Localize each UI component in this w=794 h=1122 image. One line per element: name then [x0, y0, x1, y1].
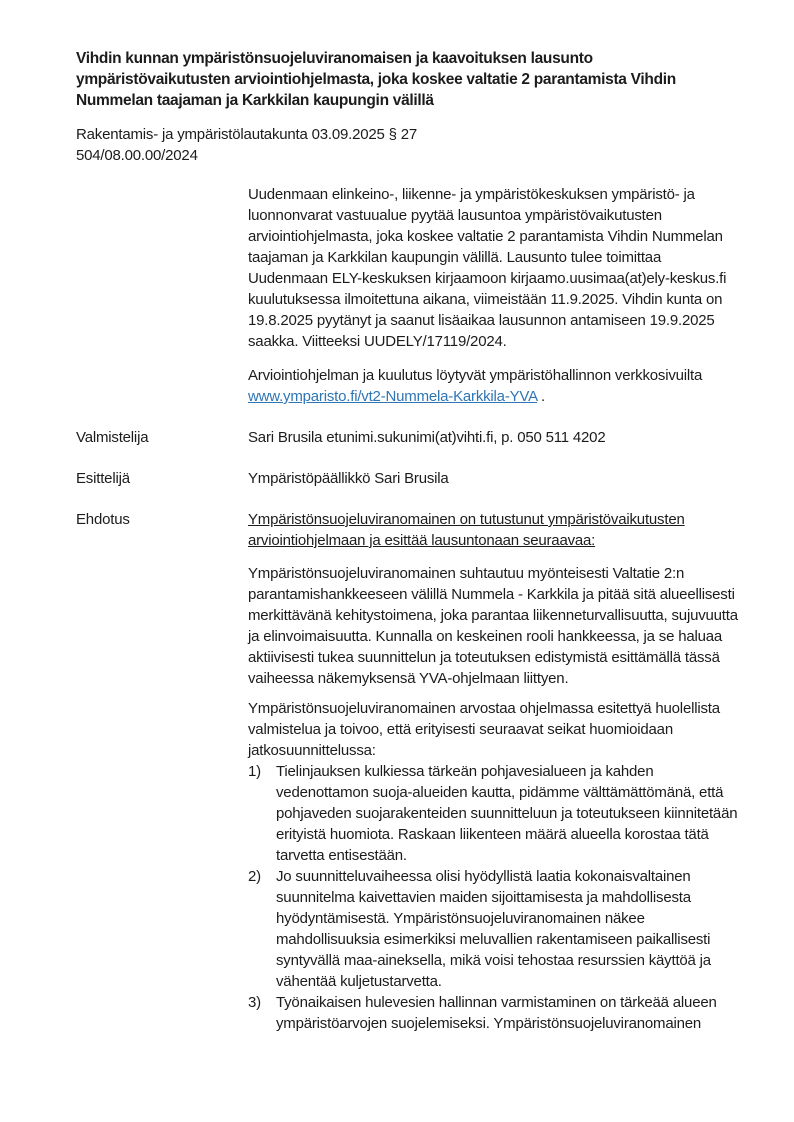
field-value-ehdotus: Ympäristönsuojeluviranomainen on tutustunut ympäristövaikutusten arviointiohjelmaan ja esittää lausuntonaan seuraavaa: [248, 511, 685, 549]
document-meta [76, 124, 740, 166]
list-item-number: 2) [248, 868, 261, 885]
list-item-number: 3) [248, 994, 261, 1011]
field-label-ehdotus: Ehdotus [76, 511, 130, 528]
field-label-esittelija: Esittelijä [76, 470, 130, 487]
document-title: Vihdin kunnan ympäristönsuojeluviranomaisen ja kaavoituksen lausunto ympäristövaikutusten arviointiohjelmasta, joka koskee valtatie 2 parantamista Vihdin Nummelan taajaman ja Karkkilan kaupungin välillä [76, 50, 676, 109]
list-item-text: Jo suunnitteluvaiheessa olisi hyödyllistä laatia kokonaisvaltainen suunnitelma kaivettavien maiden sijoittamisesta ja mahdollisesta hyödyntämisestä. Ympäristönsuojeluviranomainen näkee mahdollisuuksia esimerkiksi meluvallien rakentamiseen paikallisesti syntyvällä maa-aineksella, mikä voisi tehostaa resurssien käyttöä ja vähentää kuljetustarvetta. [276, 868, 711, 990]
intro-paragraph-2-text: Arviointiohjelman ja kuulutus löytyvät ympäristöhallinnon verkkosivuilta [248, 367, 703, 384]
body-row-2 [76, 698, 740, 1034]
field-value-esittelija: Ympäristöpäällikkö Sari Brusila [248, 470, 449, 487]
intro-row-2 [76, 365, 740, 407]
intro-paragraph-2 [248, 365, 740, 407]
field-row-ehdotus [76, 509, 740, 551]
list-item-text: Työnaikaisen hulevesien hallinnan varmistaminen on tärkeää alueen ympäristöarvojen suojelemiseksi. Ympäristönsuojeluviranomainen [276, 994, 717, 1032]
intro-paragraph-2-trailing-text: . [537, 388, 546, 405]
field-row-valmistelija [76, 427, 740, 448]
field-row-esittelija [76, 468, 740, 489]
field-label-valmistelija: Valmistelija [76, 429, 149, 446]
body-row-1 [76, 563, 740, 689]
field-value-valmistelija: Sari Brusila etunimi.sukunimi(at)vihti.fi, p. 050 511 4202 [248, 429, 606, 446]
numbered-list-item [248, 761, 740, 866]
body-paragraph-1: Ympäristönsuojeluviranomainen suhtautuu myönteisesti Valtatie 2:n parantamishankkeeseen välillä Nummela - Karkkila ja pitää sitä alueellisesti merkittävänä kehitystoimena, joka parantaa liikenneturvallisuutta, sujuvuutta ja elinvoimaisuutta. Kunnalla on keskeinen rooli hankkeessa, ja se haluaa aktiivisesti tukea suunnittelun ja toteutuksen edistymistä esittämällä tässä vaiheessa näkemyksensä YVA-ohjelmaan liittyen. [248, 565, 738, 687]
intro-paragraph-1: Uudenmaan elinkeino-, liikenne- ja ympäristökeskuksen ympäristö- ja luonnonvarat vastuualue pyytää lausuntoa ympäristövaikutusten arviointiohjelmasta, joka koskee valtatie 2 parantamista Vihdin Nummelan taajaman ja Karkkilan kaupungin välillä. Lausunto tulee toimittaa Uudenmaan ELY-keskuksen kirjaamoon kirjaamo.uusimaa(at)ely-keskus.fi kuulutuksessa ilmoitettuna aikana, viimeistään 11.9.2025. Vihdin kunta on 19.8.2025 pyytänyt ja saanut lisäaikaa lausunnon antamiseen 19.9.2025 saakka. Viitteeksi UUDELY/17119/2024. [248, 186, 727, 350]
numbered-list-item [248, 992, 740, 1034]
weblink[interactable]: www.ymparisto.fi/vt2-Nummela-Karkkila-YVA [248, 388, 538, 405]
list-item-number: 1) [248, 763, 261, 780]
numbered-list-item [248, 866, 740, 992]
committee-line: Rakentamis- ja ympäristölautakunta 03.09.2025 § 27 [76, 126, 418, 143]
case-number: 504/08.00.00/2024 [76, 147, 198, 164]
list-item-text: Tielinjauksen kulkiessa tärkeän pohjavesialueen ja kahden vedenottamon suoja-alueiden kautta, pidämme välttämättömänä, että pohjaveden suojarakenteiden suunnitteluun ja toteutukseen kiinnitetään erityistä huomiota. Raskaan liikenteen määrä alueella korostaa tätä tarvetta entisestään. [276, 763, 738, 864]
intro-row-1 [76, 184, 740, 352]
body-paragraph-2: Ympäristönsuojeluviranomainen arvostaa ohjelmassa esitettyä huolellista valmistelua ja toivoo, että erityisesti seuraavat seikat huomioidaan jatkosuunnittelussa: [248, 700, 720, 759]
